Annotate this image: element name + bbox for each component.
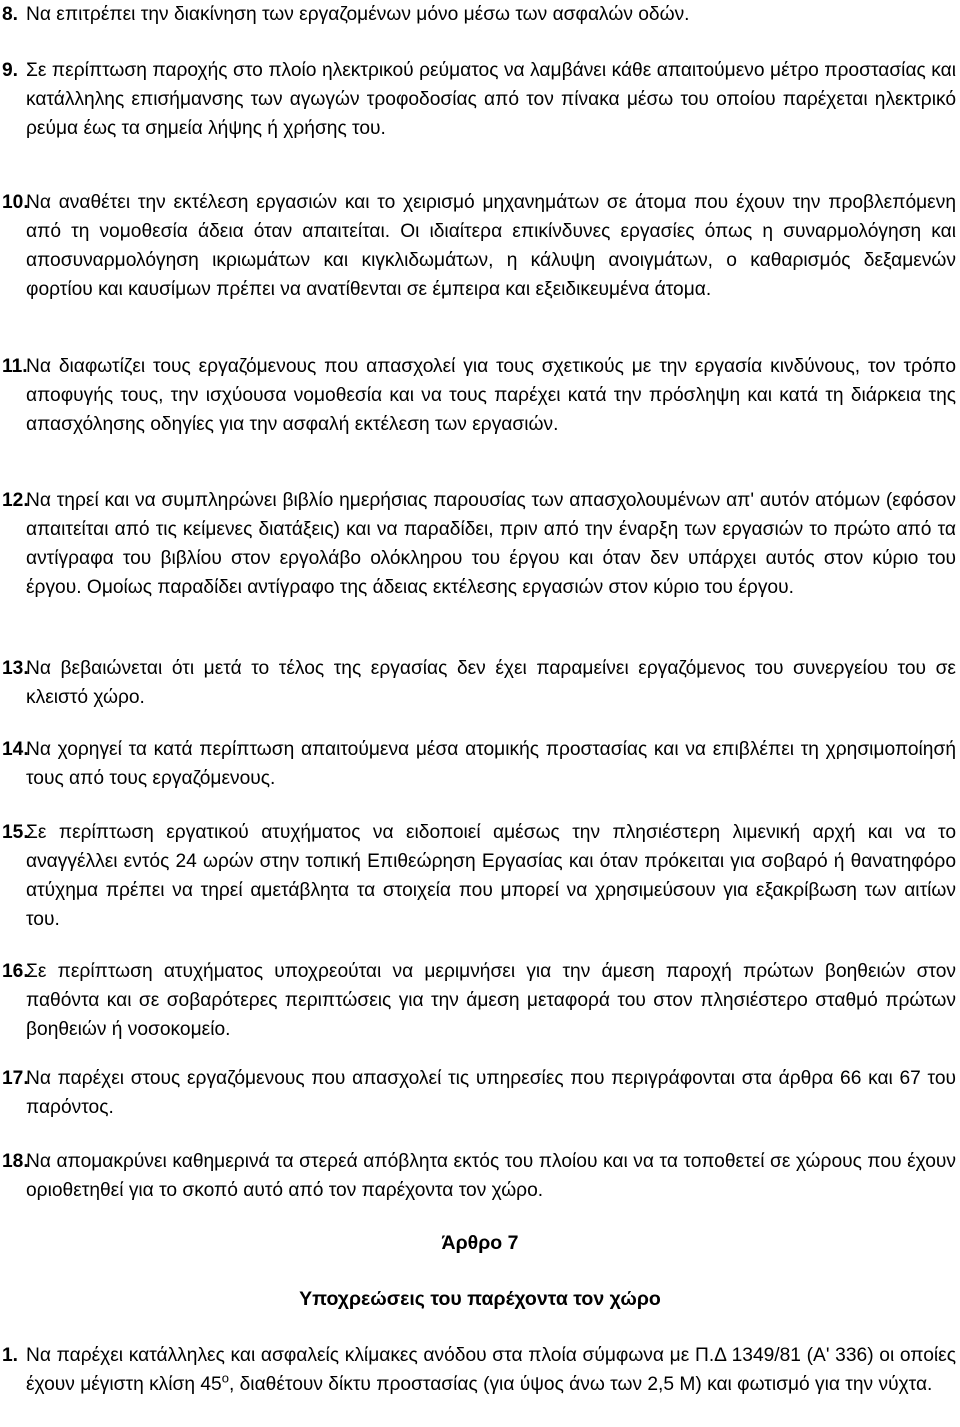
list-item-16 (2, 957, 956, 1044)
item-text-part-b: , διαθέτουν δίκτυ προστασίας (για ύψος άνω των 2,5 Μ) και φωτισμό για την νύχτα. (228, 1374, 933, 1395)
list-item-17 (2, 1064, 956, 1122)
item-text: Να απομακρύνει καθημερινά τα στερεά απόβλητα εκτός του πλοίου και να τα τοποθετεί σε χώρους που έχουν οριοθετηθεί για το σκοπό αυτό από τον παρέχοντα τον χώρο. (26, 1151, 956, 1201)
item-text-part-a: Να παρέχει κατάλληλες και ασφαλείς κλίμακες ανόδου στα πλοία σύμφωνα με Π.Δ 1349/81 (Α' 336) οι οποίες έχουν μέγιστη κλίση 45 (26, 1345, 956, 1395)
item-number: 10. (2, 192, 29, 213)
item-number: 15. (2, 822, 29, 843)
item-text: Σε περίπτωση παροχής στο πλοίο ηλεκτρικού ρεύματος να λαμβάνει κάθε απαιτούμενο μέτρο προστασίας και κατάλληλης επισήμανσης των αγωγών τροφοδοσίας από τον πίνακα μέσω του οποίου παρέχεται ηλεκτρικό ρεύμα έως τα σημεία λήψης ή χρήσης του. (26, 60, 956, 139)
list-item-18 (2, 1147, 956, 1205)
item-number: 13. (2, 658, 29, 679)
item-text: Να αναθέτει την εκτέλεση εργασιών και το χειρισμό μηχανημάτων σε άτομα που έχουν την προβλεπόμενη από τη νομοθεσία άδεια όταν απαιτείται. Οι ιδιαίτερα επικίνδυνες εργασίες όπως η συναρμολόγηση και αποσυναρμολόγηση ικριωμάτων και κιγκλιδωμάτων, η κάλυψη ανοιγμάτων, ο καθαρισμός δεξαμενών φορτίου και καυσίμων πρέπει να ανατίθενται σε έμπειρα και εξειδικευμένα άτομα. (26, 192, 956, 300)
item-text: Να παρέχει στους εργαζόμενους που απασχολεί τις υπηρεσίες που περιγράφονται στα άρθρα 66 και 67 του παρόντος. (26, 1068, 956, 1118)
item-text (26, 1341, 956, 1399)
list-item-9 (2, 56, 956, 143)
article-list-item-1 (2, 1341, 956, 1399)
degree-superscript: o (221, 1370, 229, 1386)
item-text: Να τηρεί και να συμπληρώνει βιβλίο ημερήσιας παρουσίας των απασχολουμένων απ' αυτόν ατόμων (εφόσον απαιτείται από τις κείμενες διατάξεις) και να παραδίδει, πριν από την έναρξη των εργασιών το πρώτο από τα αντίγραφα του βιβλίου στον εργολάβο ολόκληρου του έργου και όταν δεν υπάρχει αυτός στον κύριο του έργου. Ομοίως παραδίδει αντίγραφο της άδειας εκτέλεσης εργασιών στον κύριο του έργου. (26, 490, 956, 598)
list-item-13 (2, 654, 956, 712)
item-text: Σε περίπτωση ατυχήματος υποχρεούται να μεριμνήσει για την άμεση παροχή πρώτων βοηθειών στον παθόντα και σε σοβαρότερες περιπτώσεις για την άμεση μεταφορά του στον πλησιέστερο σταθμό πρώτων βοηθειών ή νοσοκομείο. (26, 961, 956, 1040)
list-item-12 (2, 486, 956, 602)
item-number: 11. (2, 356, 28, 377)
item-text: Να χορηγεί τα κατά περίπτωση απαιτούμενα μέσα ατομικής προστασίας και να επιβλέπει τη χρησιμοποίησή τους από τους εργαζόμενους. (26, 739, 956, 789)
item-text: Να διαφωτίζει τους εργαζόμενους που απασχολεί για τους σχετικούς με την εργασία κινδύνους, τον τρόπο αποφυγής τους, την ισχύουσα νομοθεσία και να τους παρέχει κατά την πρόσληψη και κατά τη διάρκεια της απασχόλησης οδηγίες για την ασφαλή εκτέλεση των εργασιών. (26, 356, 956, 435)
item-text: Να επιτρέπει την διακίνηση των εργαζομένων μόνο μέσω των ασφαλών οδών. (26, 4, 690, 25)
list-item-10 (2, 188, 956, 304)
list-item-15 (2, 818, 956, 934)
item-number: 1. (2, 1345, 19, 1366)
item-number: 16. (2, 961, 29, 982)
article-title: Άρθρο 7 (441, 1232, 519, 1254)
item-number: 8. (2, 4, 19, 25)
item-number: 12. (2, 490, 29, 511)
list-item-11 (2, 352, 956, 439)
item-number: 14. (2, 739, 29, 760)
item-number: 17. (2, 1068, 29, 1089)
item-number: 18. (2, 1151, 29, 1172)
list-item-8 (2, 0, 956, 29)
item-text: Σε περίπτωση εργατικού ατυχήματος να ειδοποιεί αμέσως την πλησιέστερη λιμενική αρχή και να το αναγγέλλει εντός 24 ωρών στην τοπική Επιθεώρηση Εργασίας και όταν πρόκειται για σοβαρό ή θανατηφόρο ατύχημα πρέπει να τηρεί αμετάβλητα τα στοιχεία που μπορεί να χρησιμεύσουν για εξακρίβωση των αιτίων του. (26, 822, 956, 930)
item-number: 9. (2, 60, 19, 81)
item-text: Να βεβαιώνεται ότι μετά το τέλος της εργασίας δεν έχει παραμείνει εργαζόμενος του συνεργείου του σε κλειστό χώρο. (26, 658, 956, 708)
article-subtitle: Υποχρεώσεις του παρέχοντα τον χώρο (299, 1288, 661, 1310)
list-item-14 (2, 735, 956, 793)
